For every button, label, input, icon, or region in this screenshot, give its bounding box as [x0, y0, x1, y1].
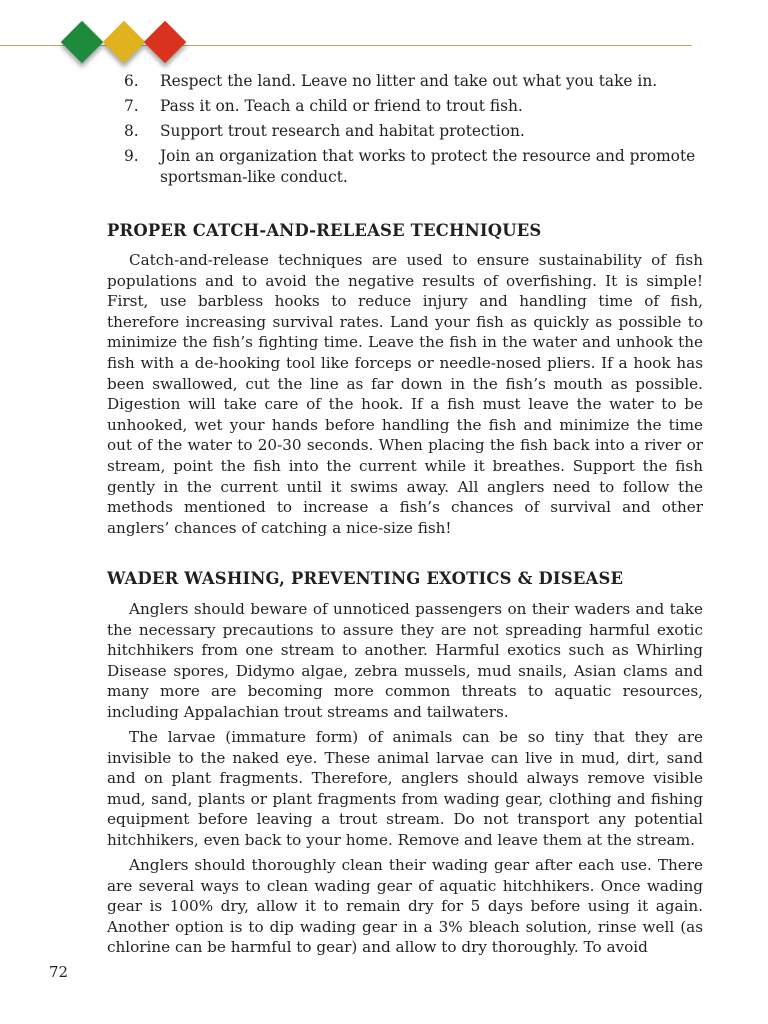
list-item-text: Join an organization that works to protect the resource and promote sportsman-like conduct. — [160, 147, 696, 186]
list-item-number: 7. — [124, 97, 139, 115]
list-item-number: 8. — [124, 122, 139, 140]
page-number: 72 — [49, 963, 69, 981]
list-item — [124, 96, 704, 117]
list-item — [124, 71, 704, 92]
section-heading-catch-and-release: PROPER CATCH-AND-RELEASE TECHNIQUES — [107, 221, 542, 240]
yellow-diamond-ornament — [103, 21, 145, 63]
list-item-text: Support trout research and habitat protection. — [160, 122, 525, 140]
list-item — [124, 121, 704, 142]
header-rule — [0, 45, 692, 46]
list-item-text: Respect the land. Leave no litter and take out what you take in. — [160, 72, 658, 90]
list-item-number: 9. — [124, 147, 139, 165]
list-item-text: Pass it on. Teach a child or friend to trout fish. — [160, 97, 523, 115]
paragraph-larvae: The larvae (immature form) of animals can be so tiny that they are invisible to the naked eye. These animal larvae can live in mud, dirt, sand and on plant fragments. Therefore, anglers should always remove visible mud, sand, plants or plant fragments from wading gear, clothing and fishing equipment before leaving a trout stream. Do not transport any potential hitchhikers, even back to your home. Remove and leave them at the stream. — [107, 728, 703, 849]
red-diamond-ornament — [144, 21, 186, 63]
paragraph-cleaning-gear: Anglers should thoroughly clean their wading gear after each use. There are several ways to clean wading gear of aquatic hitchhikers. Once wading gear is 100% dry, allow it to remain dry for 5 days before using it again. Another option is to dip wading gear in a 3% bleach solution, rinse well (as chlorine can be harmful to gear) and allow to dry thoroughly. To avoid — [107, 856, 703, 957]
list-item — [124, 146, 704, 188]
paragraph-hitchhikers: Anglers should beware of unnoticed passengers on their waders and take the necessary precautions to assure they are not spreading harmful exotic hitchhikers from one stream to another. Harmful exotics such as Whirling Disease spores, Didymo algae, zebra mussels, mud snails, Asian clams and many more are becoming more common threats to aquatic resources, including Appalachian trout streams and tailwaters. — [107, 600, 703, 721]
numbered-list — [124, 71, 704, 192]
list-item-number: 6. — [124, 72, 139, 90]
paragraph-catch-and-release: Catch-and-release techniques are used to ensure sustainability of fish populations and to avoid the negative results of overfishing. It is simple! First, use barbless hooks to reduce injury and handling time of fish, therefore increasing survival rates. Land your fish as quickly as possible to minimize the fish’s fighting time. Leave the fish in the water and unhook the fish with a de-hooking tool like forceps or needle-nosed pliers. If a hook has been swallowed, cut the line as far down in the fish’s mouth as possible. Digestion will take care of the hook. If a fish must leave the water to be unhooked, wet your hands before handling the fish and minimize the time out of the water to 20-30 seconds. When placing the fish back into a river or stream, point the fish into the current while it breathes. Support the fish gently in the current until it swims away. All anglers need to follow the methods mentioned to increase a fish’s chances of survival and other anglers’ chances of catching a nice-size fish! — [107, 251, 703, 537]
green-diamond-ornament — [61, 21, 103, 63]
section-heading-wader-washing: WADER WASHING, PREVENTING EXOTICS & DISEASE — [107, 569, 624, 588]
